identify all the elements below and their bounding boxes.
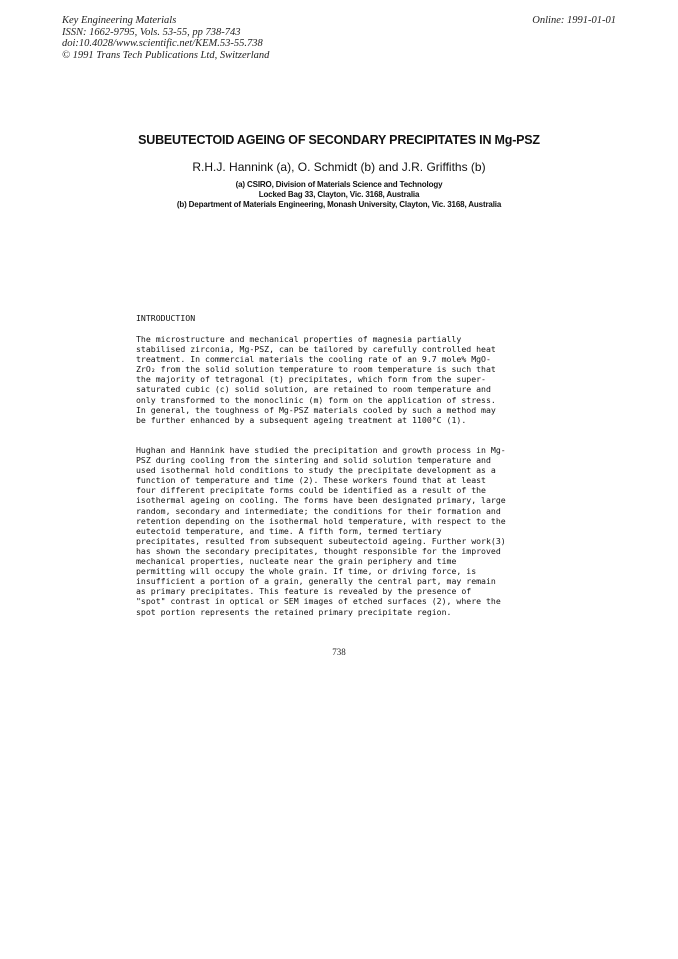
page-number: 738 [332, 647, 346, 657]
author-list: R.H.J. Hannink (a), O. Schmidt (b) and J.R. Griffiths (b) [192, 160, 486, 174]
paragraph-line: spot portion represents the retained primary precipitate region. [136, 606, 452, 617]
paragraph-line: mechanical properties, nucleate near the grain periphery and time [136, 556, 457, 567]
paragraph-line: The microstructure and mechanical properties of magnesia partially [136, 334, 462, 344]
paragraph-line: permitting will occupy the whole grain. If time, or driving force, is [136, 566, 477, 577]
paragraph-line: precipitates, resulted from subsequent subeutectoid ageing. Further work(3) [136, 535, 506, 546]
paragraph-line: isothermal ageing on cooling. The forms have been designated primary, large [136, 495, 506, 506]
paragraph-line: function of temperature and time (2). These workers found that at least [136, 475, 486, 486]
paragraph-line: as primary precipitates. This feature is revealed by the presence of [136, 586, 472, 597]
paragraph-line: be further enhanced by a subsequent ageing treatment at 1100°C (1). [136, 414, 467, 425]
paragraph-line: retention depending on the isothermal hold temperature, with respect to the [136, 515, 506, 526]
journal-header [62, 15, 269, 61]
paragraph-line: used isothermal hold conditions to study the precipitate development as a [136, 465, 496, 476]
section-heading: INTRODUCTION [136, 313, 196, 323]
paragraph-line: has shown the secondary precipitates, thought responsible for the improved [136, 545, 501, 556]
online-date: Online: 1991-01-01 [532, 15, 616, 26]
issn-line: ISSN: 1662-9795, Vols. 53-55, pp 738-743 [62, 26, 241, 38]
paragraph-line: insufficient a portion of a grain, generally the central part, may remain [136, 576, 496, 587]
paragraph-line: four different precipitate forms could be identified as a result of the [136, 485, 486, 496]
paragraph-line: PSZ during cooling from the sintering and solid solution temperature and [136, 455, 491, 466]
paragraph-line: "spot" contrast in optical or SEM images of etched surfaces (2), where the [136, 596, 501, 607]
paragraph-line: Hughan and Hannink have studied the precipitation and growth process in Mg- [136, 445, 506, 455]
paragraph-line: saturated cubic (c) solid solution, are retained to room temperature and [136, 384, 491, 395]
paragraph-line: random, secondary and intermediate; the conditions for their formation and [136, 505, 501, 516]
paragraph-line: eutectoid temperature, and time. A fifth form, termed tertiary [136, 525, 442, 536]
copyright-line: © 1991 Trans Tech Publications Ltd, Switzerland [62, 49, 270, 61]
doi-line: doi:10.4028/www.scientific.net/KEM.53-55.738 [62, 38, 263, 49]
paragraph-line: ZrO₂ from the solid solution temperature to room temperature is such that [136, 364, 496, 375]
paragraph-line: stabilised zirconia, Mg-PSZ, can be tailored by carefully controlled heat [136, 344, 496, 355]
affiliation-b: (b) Department of Materials Engineering, Monash University, Clayton, Vic. 3168, Australia [176, 200, 502, 209]
paragraph-line: only transformed to the monoclinic (m) form on the application of stress. [136, 394, 496, 405]
paragraph-line: In general, the toughness of Mg-PSZ materials cooled by such a method may [136, 404, 496, 415]
paragraph-line: treatment. In commercial materials the cooling rate of an 9.7 mole% MgO- [136, 354, 491, 365]
introduction-paragraph-2 [136, 445, 506, 617]
affiliation-a-address: Locked Bag 33, Clayton, Vic. 3168, Australia [258, 190, 420, 199]
introduction-paragraph-1 [136, 334, 496, 425]
journal-name: Key Engineering Materials [62, 15, 177, 26]
affiliation-a: (a) CSIRO, Division of Materials Science and Technology [235, 180, 443, 189]
paper-title: SUBEUTECTOID AGEING OF SECONDARY PRECIPITATES IN Mg-PSZ [138, 133, 540, 147]
paragraph-line: the majority of tetragonal (t) precipitates, which form from the super- [136, 374, 486, 385]
